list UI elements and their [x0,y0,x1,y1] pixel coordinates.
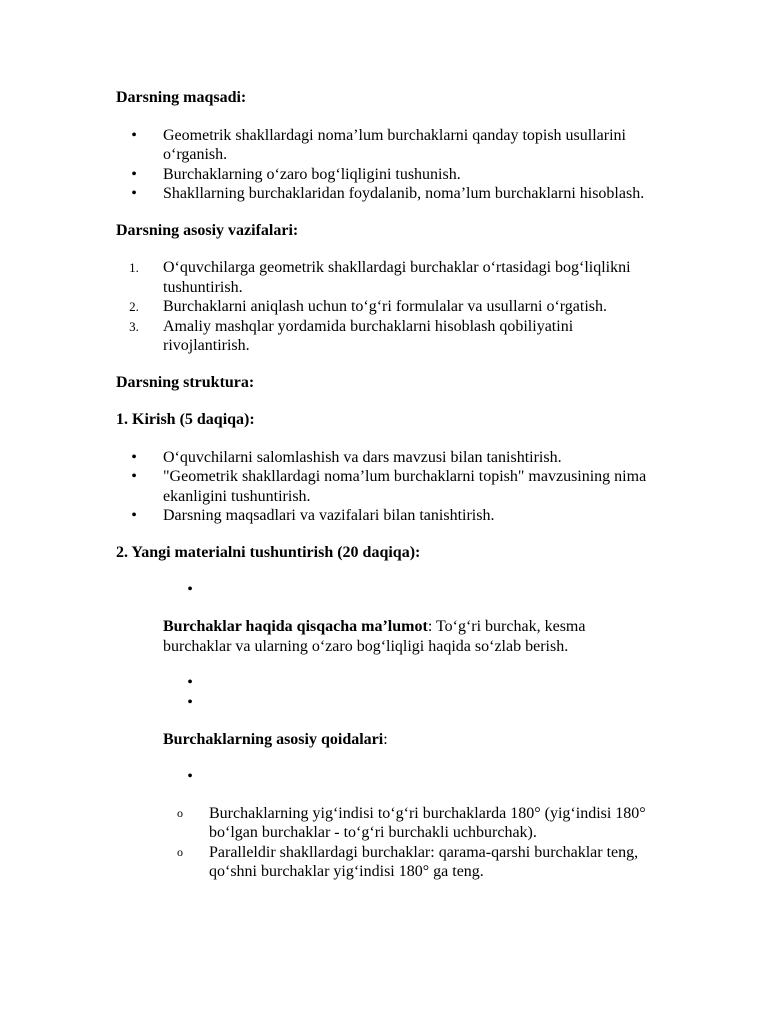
paragraph-angle-rules: Burchaklarning asosiy qoidalari: [163,731,388,748]
empty-list-item [116,580,656,600]
list-item: • Shakllarning burchaklaridan foydalanib, noma’lum burchaklarni hisoblash. [116,184,656,204]
rules-sublist [116,804,656,882]
tasks-list [116,258,656,356]
intro-list [116,448,656,526]
bullet-icon: • [131,448,137,466]
empty-list-item [116,693,656,713]
bullet-icon: • [187,674,193,691]
heading-intro: 1. Kirish (5 daqiqa): [116,411,255,428]
heading-lesson-structure: Darsning struktura: [116,373,255,391]
empty-bullets [116,673,656,713]
list-item: • O‘quvchilarni salomlashish va dars mavzusi bilan tanishtirish. [116,448,656,468]
list-item: • Burchaklarning o‘zaro bog‘liqligini tushunish. [116,165,656,185]
heading-new-material: 2. Yangi materialni tushuntirish (20 daqiqa): [116,543,421,561]
bullet-icon: • [131,468,137,485]
list-item: 3. Amaliy mashqlar yordamida burchaklarni hisoblash qobiliyatini rivojlantirish. [129,317,574,354]
list-item: • Geometrik shakllardagi noma’lum burchaklarni qanday topish usullarini o‘rganish. [116,126,656,165]
bullet-icon: • [131,185,137,202]
list-item: o Paralleldir shakllardagi burchaklar: qarama-qarshi burchaklar teng, qo‘shni burchaklar yig‘indisi 180° ga teng. [116,843,656,882]
circle-bullet-icon: o [177,805,183,820]
document-page [116,88,656,882]
list-item: 2. Burchaklarni aniqlash uchun to‘g‘ri formulalar va usullarni o‘rgatish. [129,298,608,315]
heading-lesson-tasks: Darsning asosiy vazifalari: [116,221,299,239]
bullet-icon: • [187,581,193,598]
paragraph-angles-info: Burchaklar haqida qisqacha ma’lumot: To‘g‘ri burchak, kesma burchaklar va ularning o‘zaro bog‘liqligi haqida so‘zlab berish. [163,618,586,655]
bullet-icon: • [131,126,137,144]
empty-list-item [116,673,656,693]
bullet-icon: • [187,767,193,785]
circle-bullet-icon: o [177,844,183,859]
bullet-icon: • [131,165,137,183]
list-item: o Burchaklarning yig‘indisi to‘g‘ri burchaklarda 180° (yig‘indisi 180° bo‘lgan burchaklar - to‘g‘ri burchakli uchburchak). [116,804,656,843]
heading-lesson-goal: Darsning maqsadi: [116,89,247,106]
bullet-icon: • [131,507,137,524]
goals-list [116,126,656,204]
empty-list-item [116,767,656,787]
bullet-icon: • [187,694,193,711]
list-item: • "Geometrik shakllardagi noma’lum burchaklarni topish" mavzusining nima ekanligini tushuntirish. [116,467,656,506]
list-item: 1. O‘quvchilarga geometrik shakllardagi burchaklar o‘rtasidagi bog‘liqlikni tushuntirish. [129,259,631,296]
list-item: • Darsning maqsadlari va vazifalari bilan tanishtirish. [116,506,656,526]
